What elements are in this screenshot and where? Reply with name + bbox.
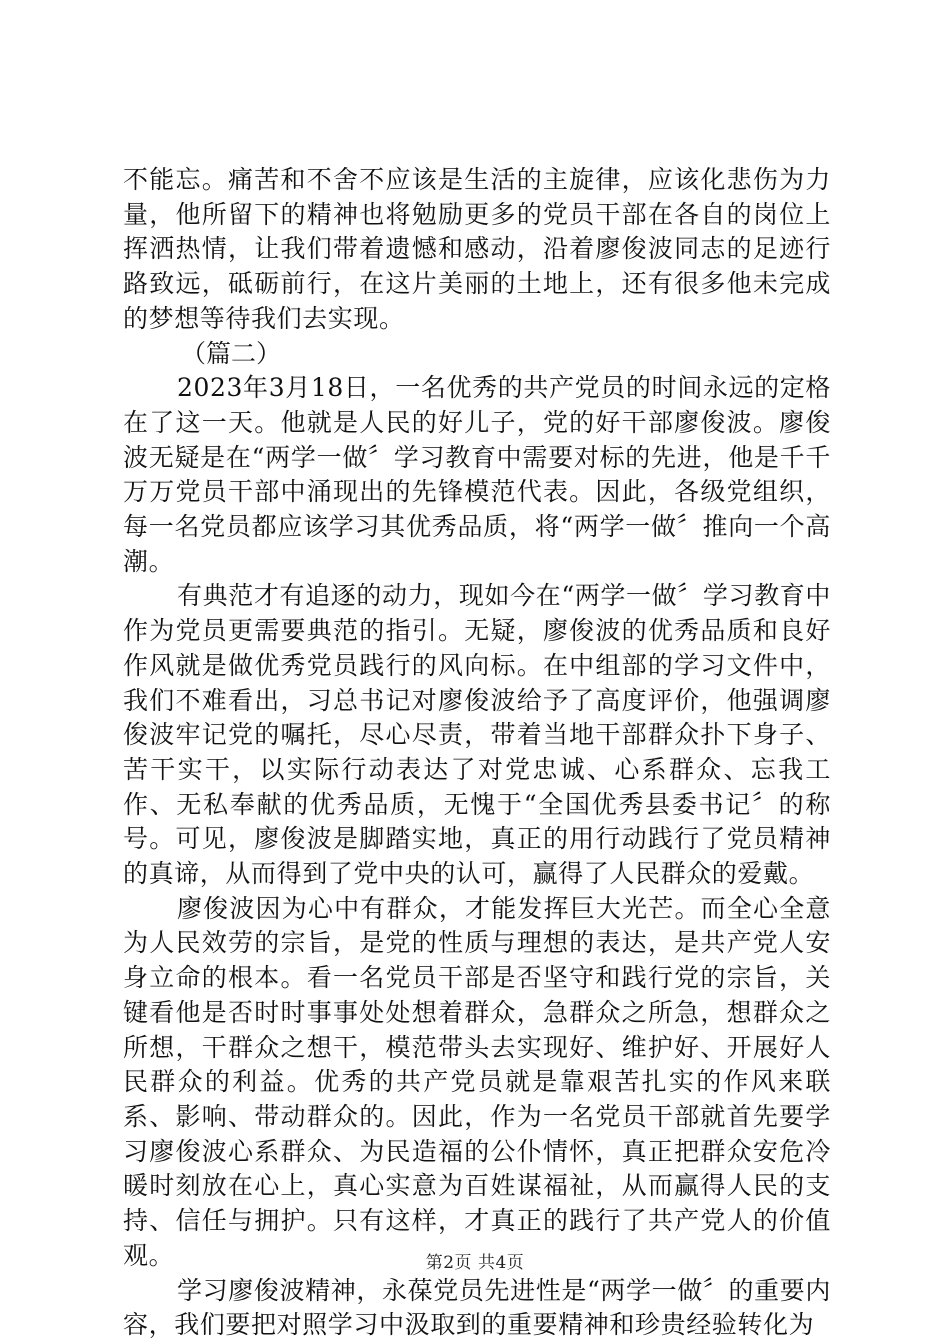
document-body	[123, 163, 831, 1343]
section-heading: （篇二）	[181, 338, 282, 368]
page-footer: 第2页 共4页	[425, 1253, 525, 1273]
paragraph: 2023年3月18日，一名优秀的共产党员的时间永远的定格在了这一天。他就是人民的好儿子，党的好干部廖俊波。廖俊波无疑是在“两学一做〞学习教育中需要对标的先进，他是千千万万党员干部中涌现出的先锋模范代表。因此，各级党组织，每一名党员都应该学习其优秀品质，将“两学一做〞推向一个高潮。	[123, 373, 831, 576]
paragraph: 学习廖俊波精神，永葆党员先进性是“两学一做〞的重要内容，我们要把对照学习中汲取到的重要精神和珍贵经验转化为	[123, 1275, 831, 1340]
paragraph-continuation: 不能忘。痛苦和不舍不应该是生活的主旋律，应该化悲伤为力量，他所留下的精神也将勉励更多的党员干部在各自的岗位上挥洒热情，让我们带着遗憾和感动，沿着廖俊波同志的足迹行路致远，砥砺前行，在这片美丽的土地上，还有很多他未完成的梦想等待我们去实现。	[123, 165, 831, 333]
paragraph: 廖俊波因为心中有群众，才能发挥巨大光芒。而全心全意为人民效劳的宗旨，是党的性质与理想的表达，是共产党人安身立命的根本。看一名党员干部是否坚守和践行党的宗旨，关键看他是否时时事事处处想着群众，急群众之所急，想群众之所想，干群众之想干，模范带头去实现好、维护好、开展好人民群众的利益。优秀的共产党员就是靠艰苦扎实的作风来联系、影响、带动群众的。因此，作为一名党员干部就首先要学习廖俊波心系群众、为民造福的公仆情怀，真正把群众安危冷暖时刻放在心上，真心实意为百姓谋福祉，从而赢得人民的支持、信任与拥护。只有这样，才真正的践行了共产党人的价值观。	[123, 893, 831, 1270]
paragraph: 有典范才有追逐的动力，现如今在“两学一做〞学习教育中作为党员更需要典范的指引。无疑，廖俊波的优秀品质和良好作风就是做优秀党员践行的风向标。在中组部的学习文件中，我们不难看出，习总书记对廖俊波给予了高度评价，他强调廖俊波牢记党的嘱托，尽心尽责，带着当地干部群众扑下身子、苦干实干，以实际行动表达了对党忠诚、心系群众、忘我工作、无私奉献的优秀品质，无愧于“全国优秀县委书记〞的称号。可见，廖俊波是脚踏实地，真正的用行动践行了党员精神的真谛，从而得到了党中央的认可，赢得了人民群众的爱戴。	[123, 581, 831, 889]
